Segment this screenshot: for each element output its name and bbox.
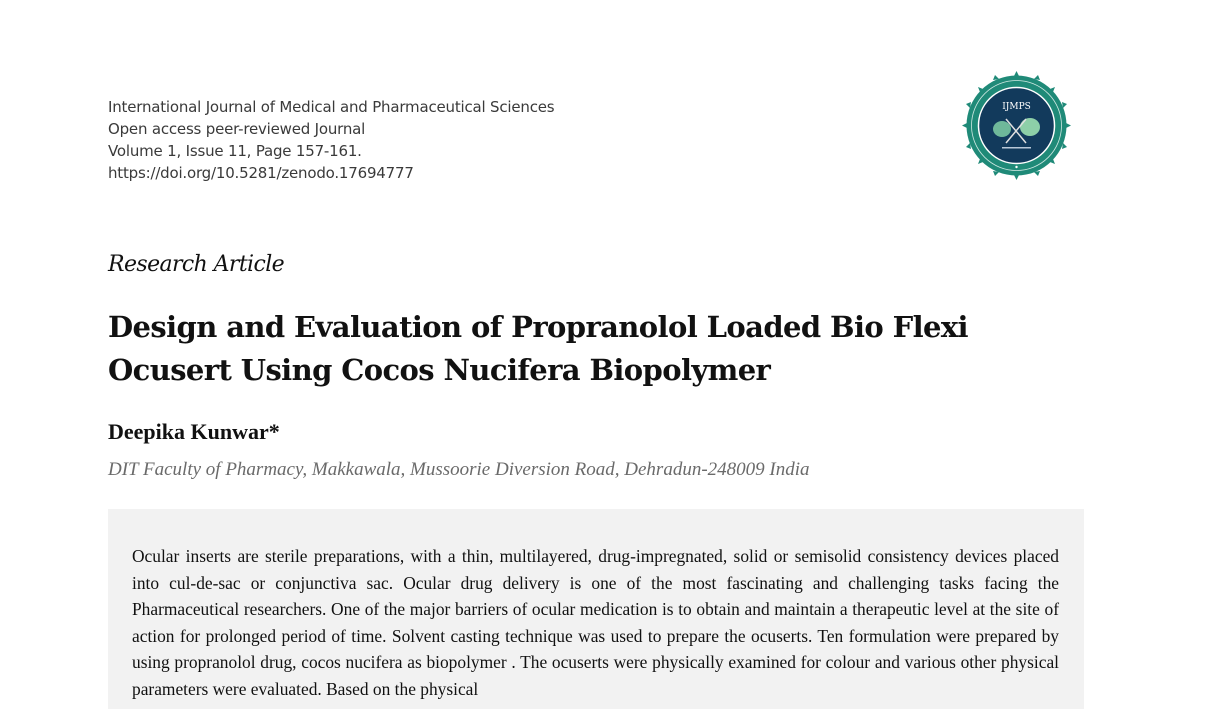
author-name: Deepika Kunwar* [108,419,280,444]
logo-abbreviation: IJMPS [1002,102,1031,112]
article-type: Research Article [108,252,285,277]
abstract-text: Ocular inserts are sterile preparations, with a thin, multilayered, drug-impregnated, solid or semisolid consistency devices placed into cul-de-sac or conjunctiva sac. Ocular drug delivery is one of the most fascinating and challenging tasks facing the Pharmaceutical researchers. One of the major barriers of ocular medication is to obtain and maintain a therapeutic level at the site of action for prolonged period of time. Solvent casting technique was used to prepare the ocuserts. Ten formulation were prepared by using propranolol drug, cocos nucifera as biopolymer . The ocuserts were physically examined for colour and various other physical parameters were evaluated. Based on the physical [132,546,1059,699]
journal-access: Open access peer-reviewed Journal [108,120,366,138]
journal-header [108,96,554,184]
abstract-box [108,509,1084,709]
article-title: Design and Evaluation of Propranolol Loaded Bio Flexi Ocusert Using Cocos Nucifera Biopolymer [108,310,968,387]
author-affiliation: DIT Faculty of Pharmacy, Makkawala, Mussoorie Diversion Road, Dehradun-248009 India [108,459,810,480]
journal-volume: Volume 1, Issue 11, Page 157-161. [108,142,362,160]
journal-doi-link[interactable]: https://doi.org/10.5281/zenodo.17694777 [108,164,414,182]
journal-seal-logo-icon [962,71,1071,180]
journal-name: International Journal of Medical and Pharmaceutical Sciences [108,98,555,116]
